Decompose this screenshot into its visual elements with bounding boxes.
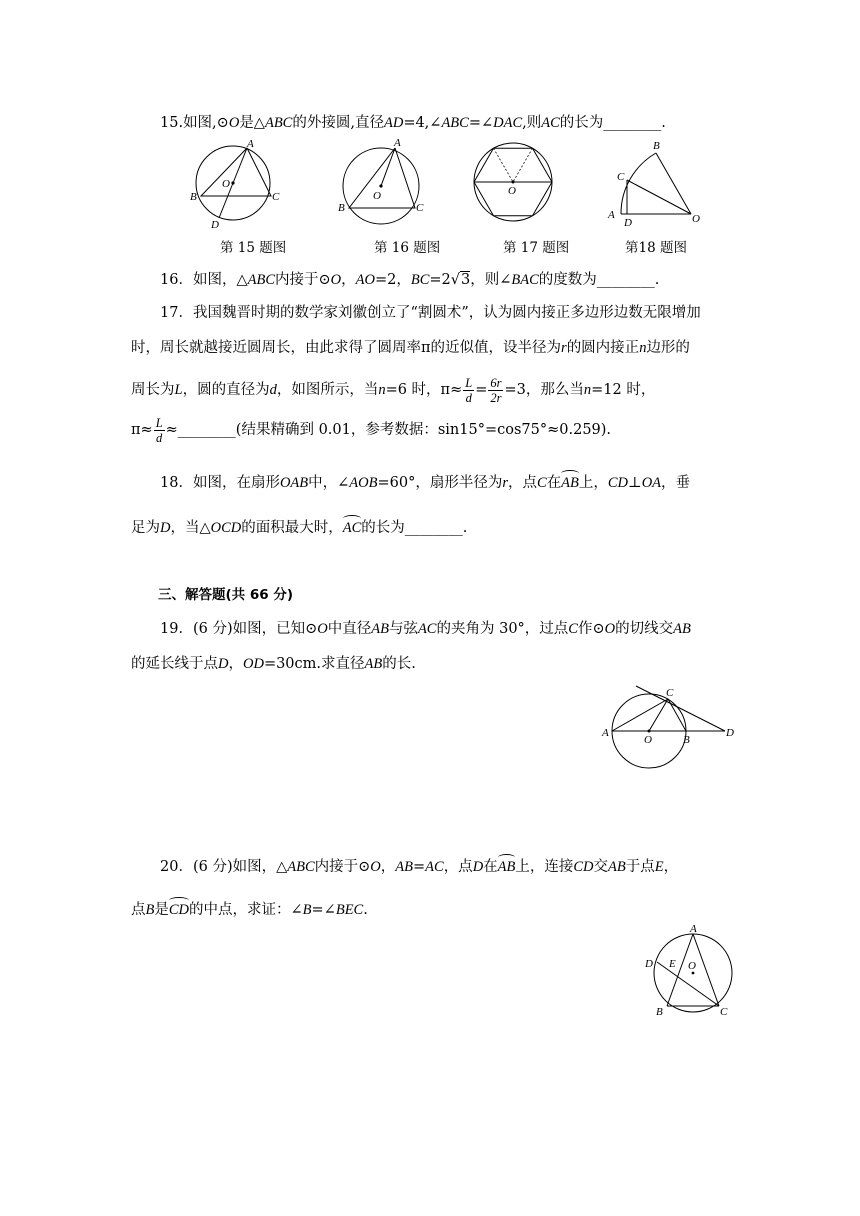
label-a: A (394, 137, 401, 149)
answer-blank: ________ (177, 422, 236, 438)
q19-line2: 的延长线于点D，OD=30cm.求直径AB的长. (131, 656, 416, 672)
label-o: O (222, 178, 230, 190)
q17-line3: 周长为L，圆的直径为d，如图所示，当n=6 时，π≈ $\frac{L}{d}$ = $\frac{6r}{2r}$ =3，那么当n=12 时， (131, 375, 656, 405)
arc-cd: CD (168, 902, 190, 918)
label-e: E (669, 958, 676, 970)
label-b: B (683, 734, 690, 746)
q17-line1: 17．我国魏晋时期的数学家刘徽创立了“割圆术”，认为圆内接正多边形边数无限增加 (160, 305, 701, 321)
label-o: O (508, 185, 516, 197)
answer-blank: ________ (404, 520, 463, 536)
figure-20 (640, 922, 740, 1022)
q17-line2: 时，周长就越接近圆周长，由此求得了圆周率π的近似值，设半径为r的圆内接正n边形的 (131, 340, 690, 356)
caption-15: 第 15 题图 (220, 240, 287, 256)
label-d: D (645, 958, 653, 970)
q19-line1: 19．(6 分)如图，已知⊙O中直径AB与弦AC的夹角为 30°，过点C作⊙O的切线交AB (160, 621, 691, 637)
figure-19 (598, 680, 738, 775)
label-o: O (644, 734, 652, 746)
label-a: A (690, 923, 697, 935)
q15-text: 15.如图,⊙O是△ABC的外接圆,直径AD=4,∠ABC=∠DAC,则AC的长为________. (160, 115, 666, 131)
label-d: D (624, 217, 632, 228)
label-a: A (608, 209, 615, 221)
fraction-l-over-d: $\frac{L}{d}$ (155, 415, 163, 445)
figure-18 (605, 136, 705, 228)
label-b: B (653, 140, 660, 152)
q18-line2: 足为D，当△OCD的面积最大时，AC的长为________. (131, 520, 468, 536)
label-c: C (416, 202, 424, 214)
label-o: O (373, 190, 381, 202)
label-c: C (617, 171, 625, 183)
label-d: D (211, 219, 219, 230)
q20-line2: 点B是CD的中点，求证：∠B=∠BEC. (131, 902, 368, 918)
label-c: C (666, 687, 674, 699)
arc-ab: AB (497, 859, 516, 875)
arc-ab: AB (561, 475, 579, 491)
label-b: B (190, 191, 197, 203)
label-a: A (247, 138, 254, 150)
q16-text: 16．如图，△ABC内接于⊙O，AO=2，BC=2√3，则∠BAC的度数为________. (160, 272, 660, 288)
answer-blank: ________ (603, 115, 662, 131)
figure-16 (333, 136, 433, 228)
label-a: A (602, 727, 609, 739)
q18-line1: 18．如图，在扇形OAB中，∠AOB=60°，扇形半径为r，点C在AB上，CD⊥OA，垂 (160, 475, 691, 491)
q20-line1: 20．(6 分)如图，△ABC内接于⊙O，AB=AC，点D在AB上，连接CD交AB于点E， (160, 859, 679, 875)
label-o: O (688, 960, 696, 972)
answer-blank: ________ (596, 272, 655, 288)
fraction-l-over-d: $\frac{L}{d}$ (465, 375, 473, 405)
label-c: C (272, 191, 280, 203)
label-d: D (726, 727, 734, 739)
label-b: B (338, 202, 345, 214)
figure-17 (470, 136, 560, 228)
caption-17: 第 17 题图 (503, 240, 570, 256)
section-heading: 三、解答题(共 66 分) (158, 587, 294, 603)
fraction-6r-over-2r: $\frac{6r}{2r}$ (490, 375, 502, 405)
caption-16: 第 16 题图 (374, 240, 441, 256)
label-b: B (656, 1006, 663, 1018)
arc-ac: AC (342, 520, 362, 536)
label-c: C (720, 1006, 728, 1018)
q17-line4: π≈ $\frac{L}{d}$ ≈________(结果精确到 0.01，参考数据：sin15°=cos75°≈0.259). (131, 415, 612, 445)
label-o: O (692, 213, 700, 225)
figure-15 (185, 138, 285, 230)
caption-18: 第18 题图 (625, 240, 687, 256)
